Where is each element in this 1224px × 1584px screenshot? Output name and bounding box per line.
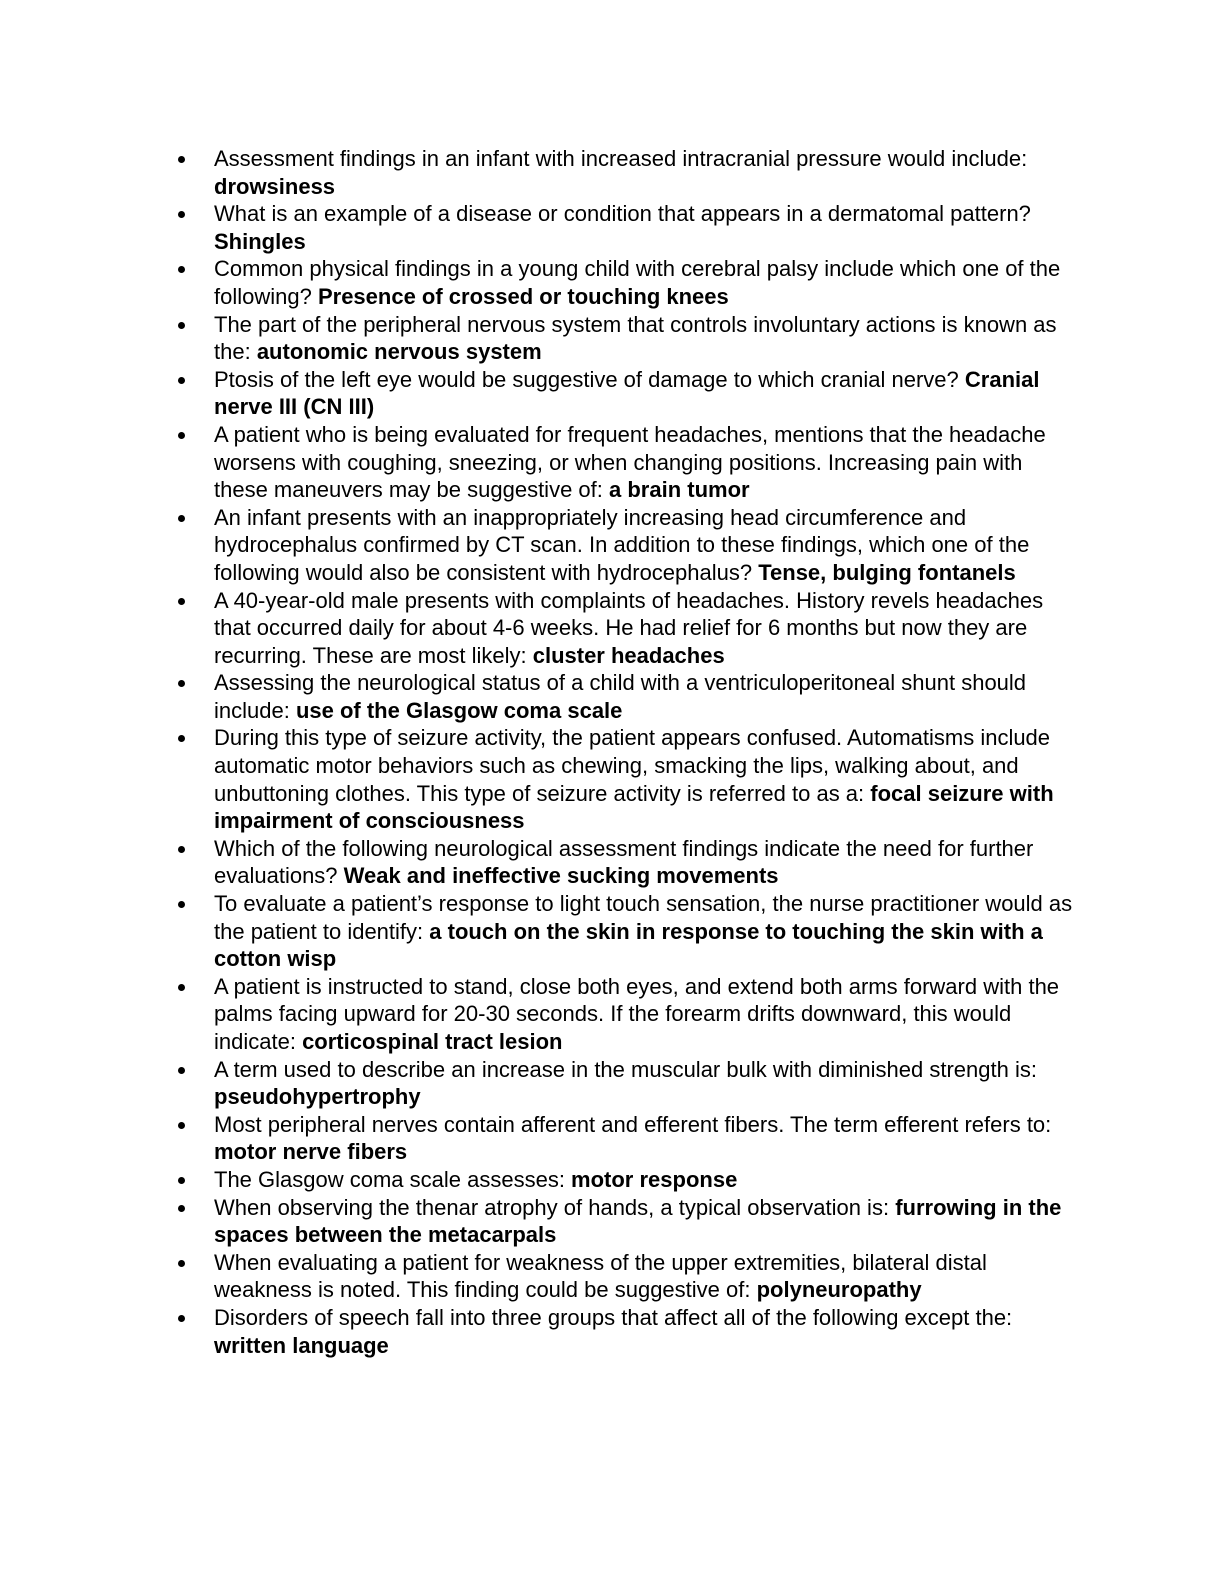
- question-text: To evaluate a patient’s response to light touch sensation, the nurse practitioner would as the patient to identify:: [214, 891, 1073, 944]
- answer-text: Weak and ineffective sucking movements: [343, 863, 779, 889]
- question-text: An infant presents with an inappropriately increasing head circumference and hydrocephalus confirmed by CT scan. In addition to these findings, which one of the following would also be consistent with hydrocephalus?: [214, 504, 1030, 585]
- question-text: During this type of seizure activity, the patient appears confused. Automatisms include automatic motor behaviors such as chewing, smacking the lips, walking about, and unbuttoning clothes. This type of seizure activity is referred to as a:: [214, 725, 1051, 806]
- list-item: [214, 890, 1074, 973]
- list-item: [214, 669, 1074, 724]
- answer-text: written language: [214, 1332, 389, 1358]
- answer-text: use of the Glasgow coma scale: [295, 697, 623, 723]
- question-text: Assessing the neurological status of a child with a ventriculoperitoneal shunt should include:: [214, 670, 1027, 723]
- list-item: [214, 311, 1074, 366]
- list-item: [214, 835, 1074, 890]
- list-item: [214, 973, 1074, 1056]
- answer-text: focal seizure with impairment of consciousness: [214, 780, 1054, 834]
- list-item: [214, 1304, 1074, 1359]
- list-item: [214, 366, 1074, 421]
- list-item: [214, 145, 1074, 200]
- question-text: Disorders of speech fall into three groups that affect all of the following except the:: [214, 1304, 1013, 1330]
- question-text: Common physical findings in a young child with cerebral palsy include which one of the following?: [214, 256, 1061, 309]
- answer-text: drowsiness: [214, 173, 336, 199]
- answer-text: motor nerve fibers: [214, 1139, 408, 1165]
- question-text: When observing the thenar atrophy of hands, a typical observation is:: [214, 1194, 896, 1220]
- list-item: [214, 200, 1074, 255]
- question-text: The Glasgow coma scale assesses:: [214, 1166, 572, 1192]
- answer-text: polyneuropathy: [756, 1277, 922, 1303]
- answer-text: autonomic nervous system: [256, 339, 542, 365]
- qa-list: [214, 145, 1074, 1359]
- answer-text: a brain tumor: [609, 477, 750, 503]
- answer-text: corticospinal tract lesion: [302, 1029, 563, 1054]
- answer-text: Tense, bulging fontanels: [758, 559, 1016, 585]
- answer-text: Shingles: [214, 228, 306, 254]
- question-text: A 40-year-old male presents with complaints of headaches. History revels headaches that occurred daily for about 4-6 weeks. He had relief for 6 months but now they are recurring. These are most likely:: [214, 587, 1044, 668]
- question-text: Assessment findings in an infant with increased intracranial pressure would include:: [214, 146, 1028, 171]
- list-item: [214, 587, 1074, 670]
- answer-text: furrowing in the spaces between the metacarpals: [214, 1194, 1062, 1248]
- list-item: [214, 724, 1074, 834]
- list-item: [214, 1056, 1074, 1111]
- question-text: What is an example of a disease or condition that appears in a dermatomal pattern?: [214, 201, 1031, 227]
- question-text: The part of the peripheral nervous system that controls involuntary actions is known as the:: [214, 311, 1057, 365]
- list-item: [214, 255, 1074, 310]
- list-item: [214, 1194, 1074, 1249]
- question-text: Ptosis of the left eye would be suggestive of damage to which cranial nerve?: [214, 366, 965, 392]
- question-text: A patient who is being evaluated for frequent headaches, mentions that the headache worsens with coughing, sneezing, or when changing positions. Increasing pain with these maneuvers may be suggestive of:: [214, 421, 1046, 503]
- list-item: [214, 421, 1074, 504]
- answer-text: cluster headaches: [532, 642, 725, 668]
- answer-text: motor response: [571, 1166, 738, 1192]
- list-item: [214, 1166, 1074, 1194]
- list-item: [214, 504, 1074, 587]
- question-text: Which of the following neurological assessment findings indicate the need for further evaluations?: [214, 835, 1034, 889]
- list-item: [214, 1111, 1074, 1166]
- answer-text: pseudohypertrophy: [214, 1084, 421, 1110]
- question-text: A term used to describe an increase in the muscular bulk with diminished strength is:: [214, 1056, 1037, 1082]
- question-text: A patient is instructed to stand, close both eyes, and extend both arms forward with the palms facing upward for 20-30 seconds. If the forearm drifts downward, this would indicate:: [214, 973, 1060, 1054]
- answer-text: a touch on the skin in response to touching the skin with a cotton wisp: [214, 918, 1043, 972]
- question-text: When evaluating a patient for weakness of the upper extremities, bilateral distal weakness is noted. This finding could be suggestive of:: [214, 1249, 987, 1303]
- list-item: [214, 1249, 1074, 1304]
- answer-text: Cranial nerve III (CN III): [214, 366, 1040, 420]
- answer-text: Presence of crossed or touching knees: [317, 283, 729, 309]
- question-text: Most peripheral nerves contain afferent and efferent fibers. The term efferent refers to:: [214, 1111, 1052, 1137]
